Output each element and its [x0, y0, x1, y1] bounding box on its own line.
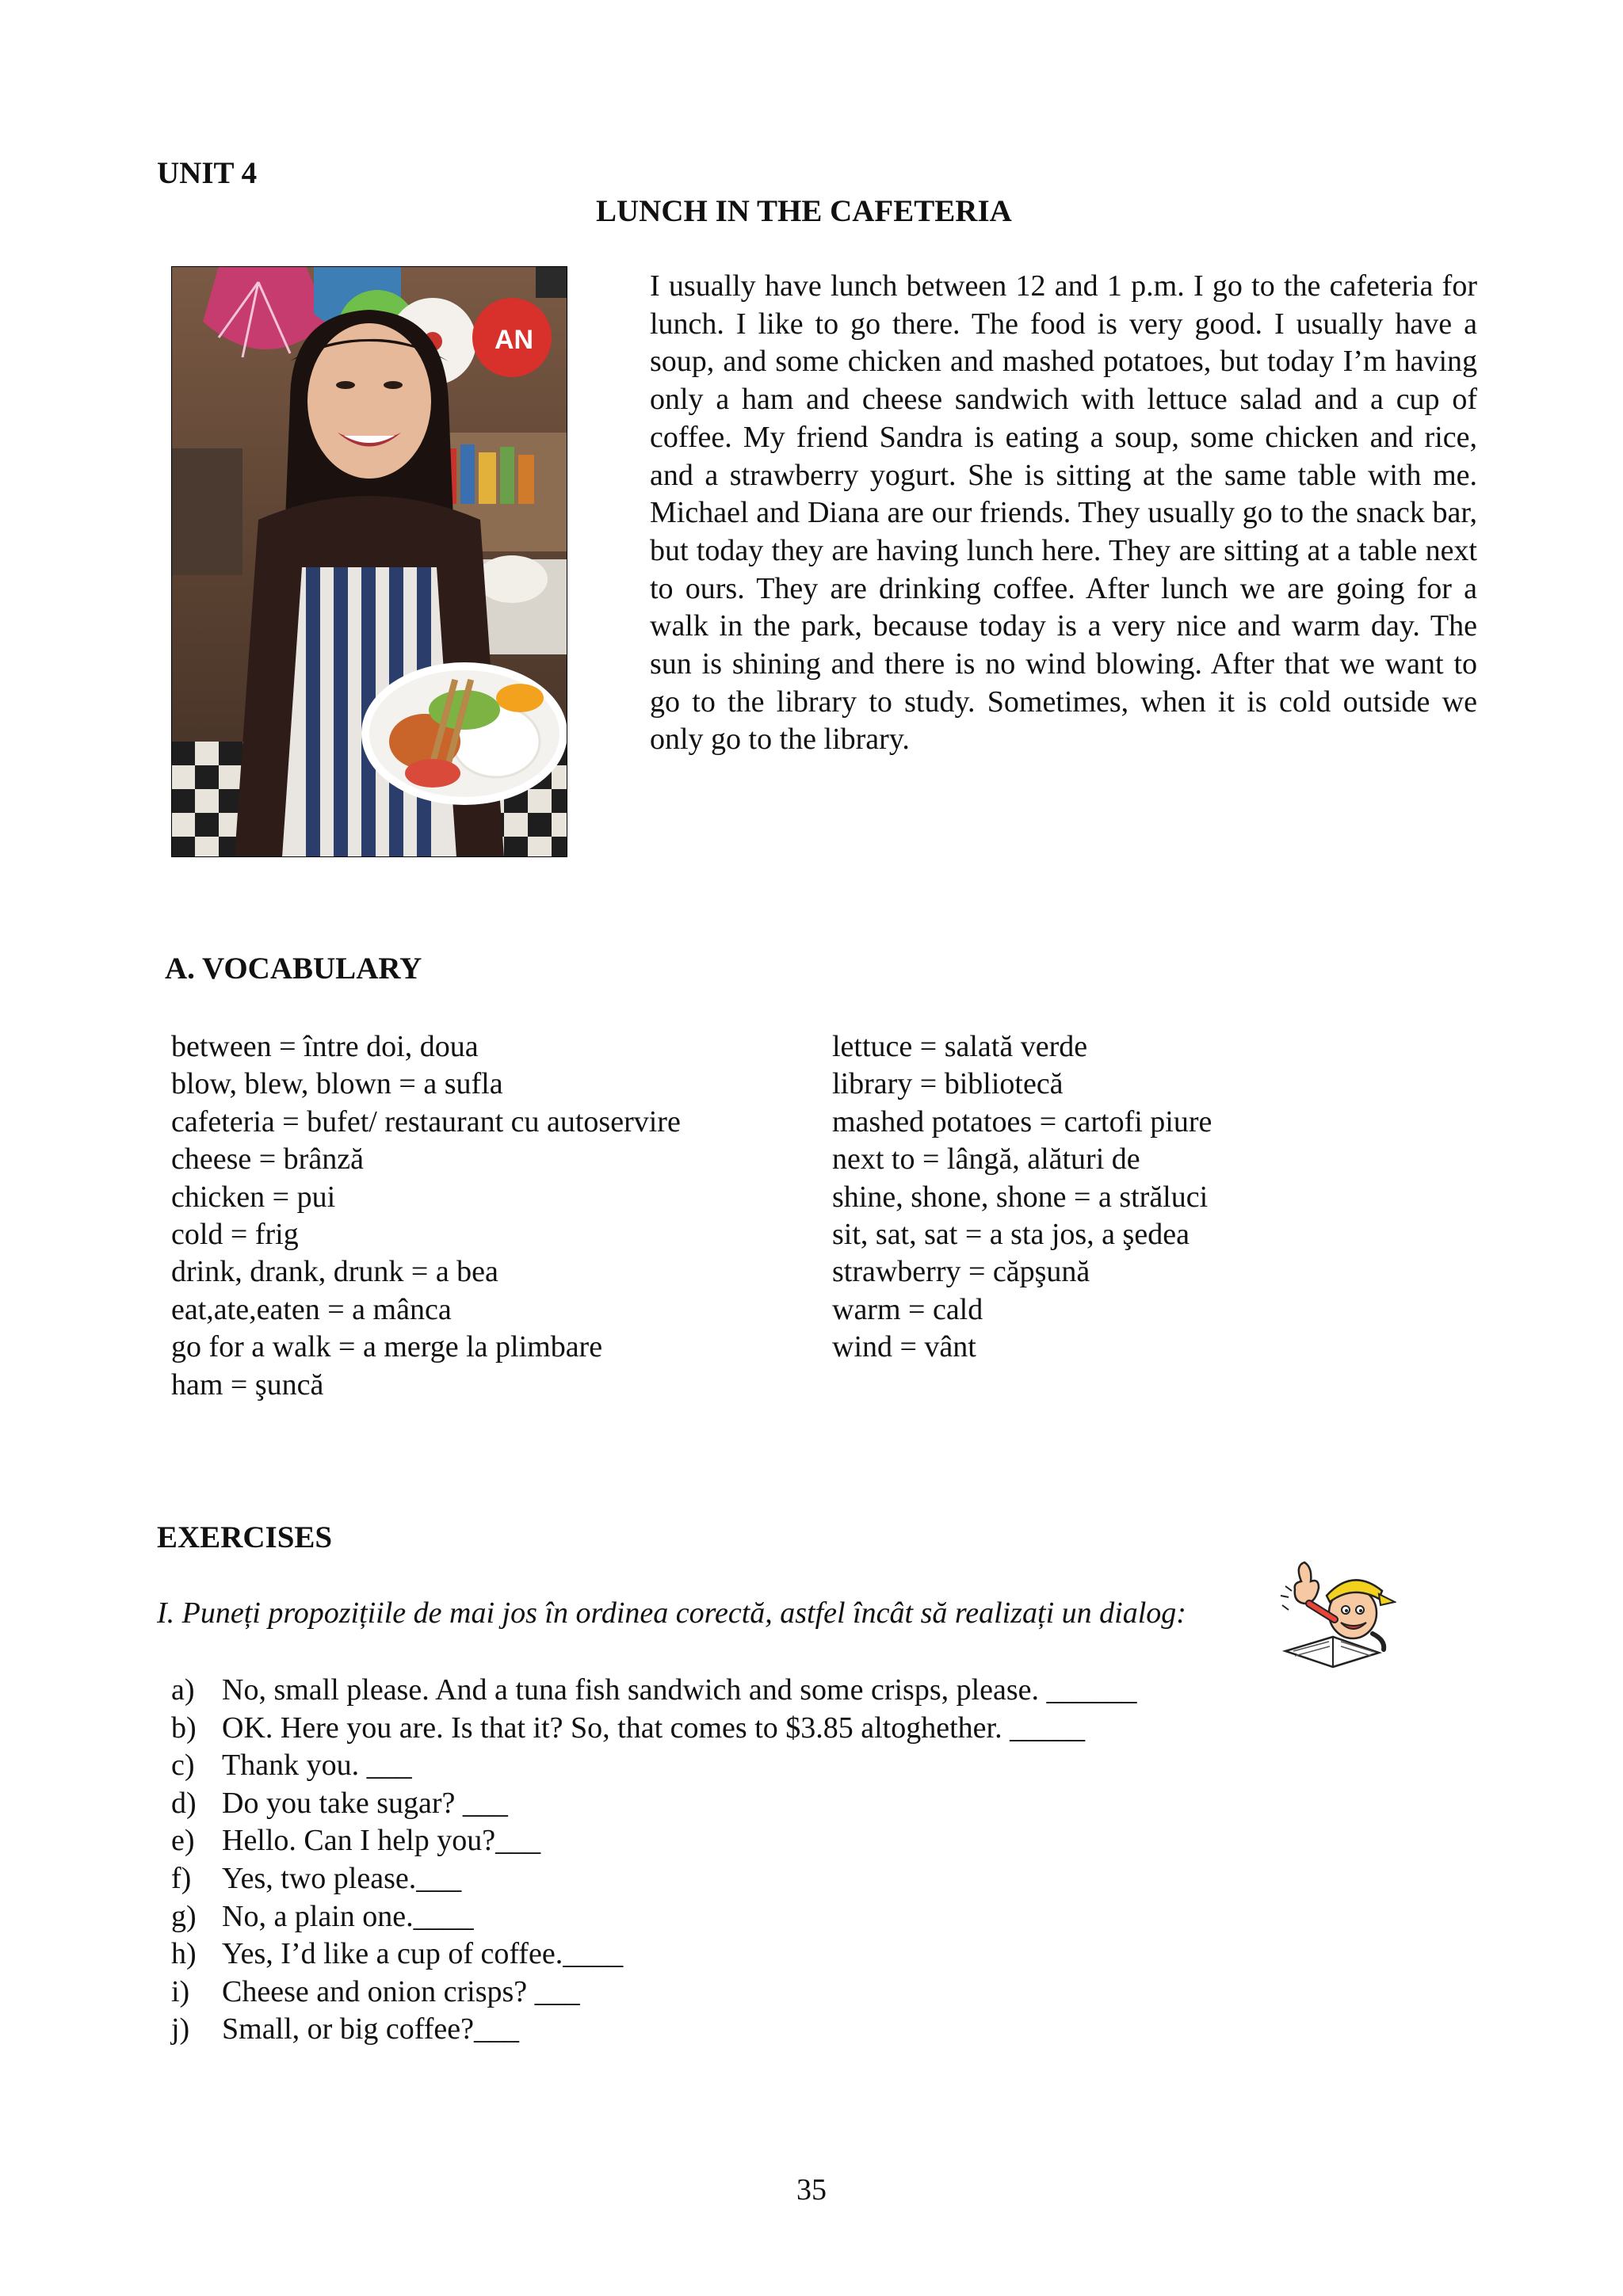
option-text: Thank you. ___	[222, 1749, 412, 1783]
vocab-item: lettuce = salată verde	[832, 1030, 1088, 1063]
page-title: LUNCH IN THE CAFETERIA	[596, 194, 1012, 228]
vocab-item: between = între doi, doua	[171, 1030, 479, 1063]
option-letter: c)	[171, 1749, 195, 1783]
option-text: Cheese and onion crisps? ___	[222, 1974, 580, 2008]
option-text: Small, or big coffee?___	[222, 2012, 519, 2046]
dialog-option	[171, 2011, 1137, 2049]
vocab-item: sit, sat, sat = a sta jos, a şedea	[832, 1218, 1190, 1252]
option-text: OK. Here you are. Is that it? So, that comes to $3.85 altoghether. _____	[222, 1711, 1086, 1745]
vocab-item: ham = şuncă	[171, 1367, 324, 1402]
vocab-item: chicken = pui	[171, 1180, 336, 1214]
option-letter: g)	[171, 1899, 197, 1933]
unit-label: UNIT 4	[157, 156, 258, 190]
dialog-option	[171, 1710, 1137, 1748]
dialog-option	[171, 1822, 1137, 1860]
option-text: Do you take sugar? ___	[222, 1786, 508, 1820]
vocab-item: cheese = brânză	[171, 1142, 364, 1177]
option-text: Yes, I’d like a cup of coffee.____	[222, 1937, 624, 1971]
vocabulary-list-right	[832, 1028, 1212, 1367]
vocab-item: strawberry = căpşună	[832, 1255, 1090, 1289]
option-letter: h)	[171, 1937, 197, 1971]
exercises-heading: EXERCISES	[157, 1520, 333, 1554]
option-text: Yes, two please.___	[222, 1861, 462, 1895]
cartoon-mascot-icon	[1277, 1558, 1396, 1676]
vocab-item: cafeteria = bufet/ restaurant cu autoservire	[171, 1104, 681, 1138]
vocabulary-list-left	[171, 1028, 681, 1404]
vocab-item: wind = vânt	[832, 1330, 976, 1364]
vocab-item: blow, blew, blown = a sufla	[171, 1067, 503, 1101]
option-text: Hello. Can I help you?___	[222, 1824, 541, 1858]
dialog-options-list	[171, 1672, 1137, 2049]
option-text: No, a plain one.____	[222, 1899, 474, 1933]
dialog-option	[171, 1747, 1137, 1785]
exercise-instruction: I. Puneți propozițiile de mai jos în ordinea corectă, astfel încât să realizați un dialog:	[157, 1596, 1186, 1630]
option-letter: a)	[171, 1673, 195, 1707]
option-letter: i)	[171, 1974, 190, 2008]
vocab-item: mashed potatoes = cartofi piure	[832, 1104, 1212, 1138]
vocab-item: drink, drank, drunk = a bea	[171, 1255, 498, 1289]
dialog-option	[171, 1860, 1137, 1898]
option-letter: e)	[171, 1824, 195, 1858]
cafeteria-photo	[171, 266, 567, 857]
page-number: 35	[796, 2173, 827, 2206]
vocab-item: warm = cald	[832, 1292, 983, 1326]
vocab-item: go for a walk = a merge la plimbare	[171, 1330, 603, 1364]
option-letter: j)	[171, 2012, 190, 2046]
vocab-item: eat,ate,eaten = a mânca	[171, 1292, 452, 1326]
photo-lantern-text: AN	[495, 325, 534, 355]
vocab-item: library = bibliotecă	[832, 1067, 1064, 1101]
vocabulary-heading: A. VOCABULARY	[165, 952, 422, 986]
option-letter: d)	[171, 1786, 197, 1820]
vocab-item: shine, shone, shone = a străluci	[832, 1180, 1209, 1214]
vocab-item: cold = frig	[171, 1218, 299, 1252]
option-letter: b)	[171, 1711, 197, 1745]
vocab-item: next to = lângă, alături de	[832, 1142, 1140, 1177]
option-text: No, small please. And a tuna fish sandwich and some crisps, please. ______	[222, 1673, 1137, 1707]
dialog-option	[171, 1785, 1137, 1823]
dialog-option	[171, 1898, 1137, 1936]
dialog-option	[171, 1974, 1137, 2012]
dialog-option	[171, 1672, 1137, 1710]
reading-passage: I usually have lunch between 12 and 1 p.m. I go to the cafeteria for lunch. I like to go there. The food is very good. I usually have a soup, and some chicken and mashed potatoes, but today I’m having only a ham and cheese sandwich with lettuce salad and a cup of coffee. My friend Sandra is eating a soup, some chicken and rice, and a strawberry yogurt. She is sitting at the same table with me. Michael and Diana are our friends. They usually go to the snack bar, but today they are having lunch here. They are sitting at a table next to ours. They are drinking coffee. After lunch we are going for a walk in the park, because today is a very nice and warm day. The sun is shining and there is no wind blowing. After that we want to go to the library to study. Sometimes, when it is cold outside we only go to the library.	[650, 269, 1477, 757]
dialog-option	[171, 1936, 1137, 1974]
option-letter: f)	[171, 1861, 192, 1895]
